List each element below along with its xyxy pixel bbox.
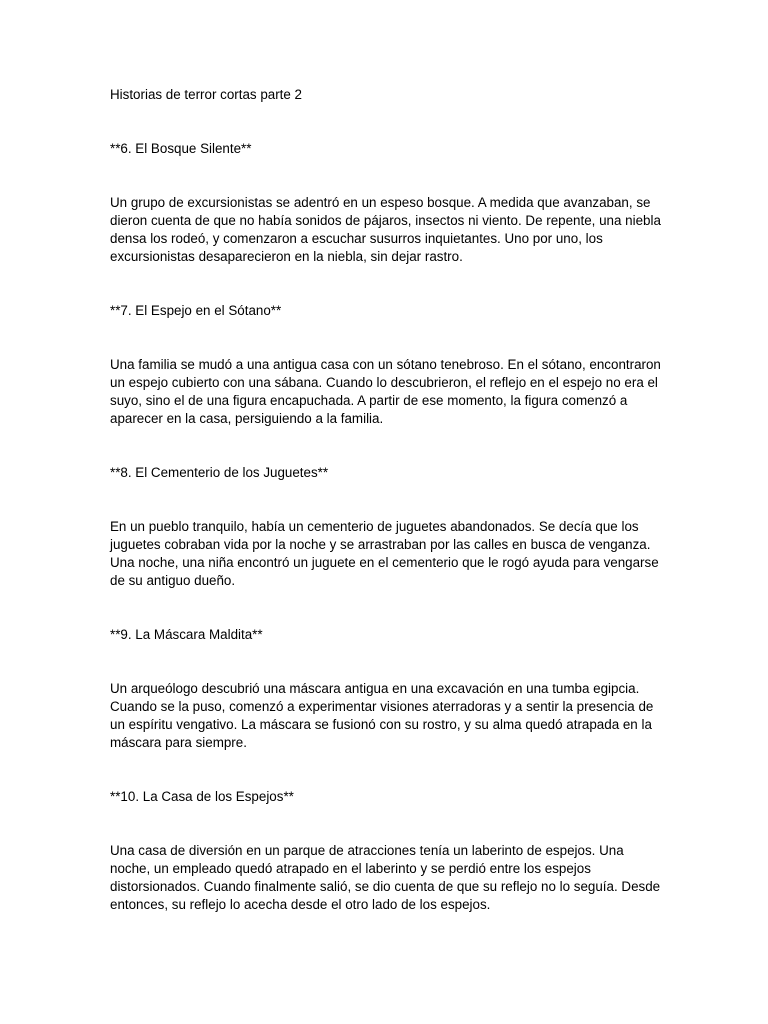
story-body: Un arqueólogo descubrió una máscara antigua en una excavación en una tumba egipcia. Cuando se la puso, comenzó a experimentar visiones aterradoras y a sentir la presencia de un espíritu vengativo. La máscara se fusionó con su rostro, y su alma quedó atrapada en la máscara para siempre. [110, 681, 654, 750]
document-page [110, 86, 662, 914]
story-7 [110, 302, 662, 428]
story-heading: **6. El Bosque Silente** [110, 141, 252, 156]
story-heading: **10. La Casa de los Espejos** [110, 789, 294, 804]
story-heading: **9. La Máscara Maldita** [110, 627, 263, 642]
story-body: En un pueblo tranquilo, había un cementerio de juguetes abandonados. Se decía que los juguetes cobraban vida por la noche y se arrastraban por las calles en busca de venganza. Una noche, una niña encontró un juguete en el cementerio que le rogó ayuda para vengarse de su antiguo dueño. [110, 519, 659, 588]
story-heading: **7. El Espejo en el Sótano** [110, 303, 282, 318]
story-heading: **8. El Cementerio de los Juguetes** [110, 465, 329, 480]
story-6 [110, 140, 662, 266]
story-10 [110, 788, 662, 914]
story-body: Un grupo de excursionistas se adentró en un espeso bosque. A medida que avanzaban, se dieron cuenta de que no había sonidos de pájaros, insectos ni viento. De repente, una niebla densa los rodeó, y comenzaron a escuchar susurros inquietantes. Uno por uno, los excursionistas desaparecieron en la niebla, sin dejar rastro. [110, 195, 661, 264]
story-body: Una casa de diversión en un parque de atracciones tenía un laberinto de espejos. Una noche, un empleado quedó atrapado en el laberinto y se perdió entre los espejos distorsionados. Cuando finalmente salió, se dio cuenta de que su reflejo no lo seguía. Desde entonces, su reflejo lo acecha desde el otro lado de los espejos. [110, 843, 661, 912]
story-9 [110, 626, 662, 752]
document-title: Historias de terror cortas parte 2 [110, 87, 303, 102]
story-8 [110, 464, 662, 590]
story-body: Una familia se mudó a una antigua casa con un sótano tenebroso. En el sótano, encontraron un espejo cubierto con una sábana. Cuando lo descubrieron, el reflejo en el espejo no era el suyo, sino el de una figura encapuchada. A partir de ese momento, la figura comenzó a aparecer en la casa, persiguiendo a la familia. [110, 357, 661, 426]
